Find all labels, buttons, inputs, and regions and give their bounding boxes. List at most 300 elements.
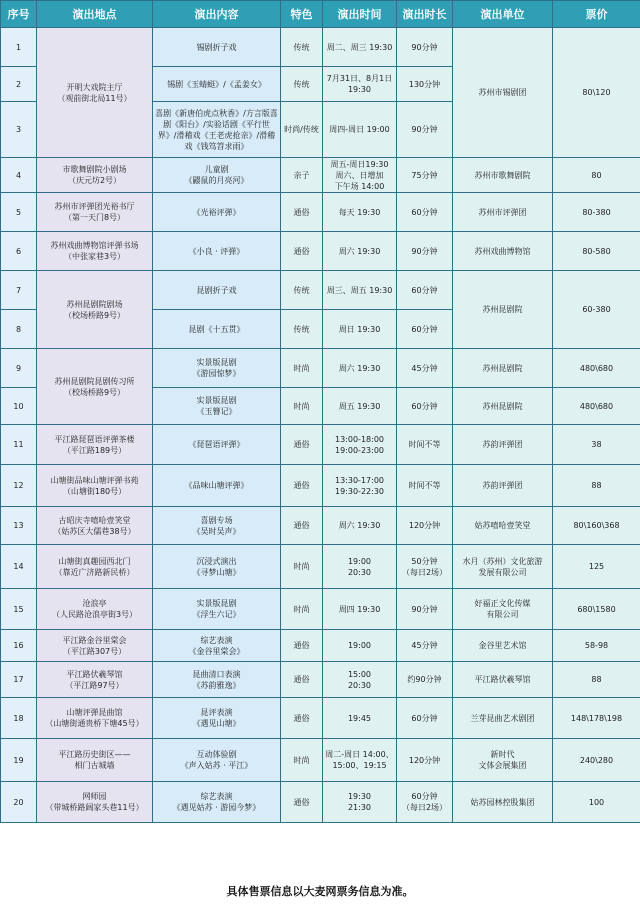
cell-text: 综艺表演 《遇见姑苏 · 游园今梦》 — [172, 792, 261, 812]
cell-text: 90分钟 — [411, 246, 438, 256]
table-row — [1, 739, 640, 782]
cell-id — [1, 425, 37, 465]
cell-time — [323, 465, 397, 507]
cell-venue — [37, 158, 153, 193]
cell-text: 兰芽昆曲艺术剧团 — [470, 713, 535, 723]
cell-text: 9 — [15, 363, 22, 373]
cell-text: 90分钟 — [411, 125, 438, 134]
cell-duration — [397, 465, 453, 507]
cell-content — [153, 739, 281, 782]
cell-text: 水月（苏州）文化旅游 发展有限公司 — [462, 556, 543, 577]
cell-venue — [37, 349, 153, 425]
cell-price — [553, 271, 640, 349]
cell-time — [323, 545, 397, 589]
cell-id — [1, 28, 37, 67]
cell-content — [153, 465, 281, 507]
cell-genre — [281, 507, 323, 545]
cell-time — [323, 589, 397, 630]
cell-text: 新时代 文体会展集团 — [478, 750, 527, 770]
cell-text: 时尚 — [293, 363, 310, 373]
cell-content — [153, 67, 281, 102]
cell-text: 锡剧《玉蜻蜓》/《孟姜女》 — [167, 79, 266, 89]
table-row — [1, 662, 640, 698]
cell-text: 苏州昆剧院 — [482, 305, 523, 314]
cell-venue — [37, 662, 153, 698]
cell-id — [1, 310, 37, 349]
header-price: 票价 — [553, 1, 640, 28]
cell-text: 周五-周日19:30 周六、日增加 下午场 14:00 — [330, 159, 389, 191]
cell-content — [153, 782, 281, 823]
cell-content — [153, 102, 281, 158]
cell-text: 时尚/传统 — [284, 125, 319, 134]
cell-text: 120分钟 — [408, 755, 441, 765]
cell-genre — [281, 310, 323, 349]
cell-id — [1, 698, 37, 739]
cell-text: 苏州戏曲博物馆 — [474, 246, 531, 256]
header-index: 序号 — [1, 1, 37, 28]
cell-text: 平江路历史街区—— 相门古城墙 — [58, 750, 131, 770]
cell-genre — [281, 739, 323, 782]
cell-text: 通俗 — [293, 521, 310, 530]
cell-duration — [397, 28, 453, 67]
cell-content — [153, 425, 281, 465]
cell-price — [553, 193, 640, 232]
cell-text: 58-98 — [584, 641, 609, 650]
cell-text: 古昭庆寺嘻哈壹笑堂 （姑苏区大儒巷38号） — [53, 515, 136, 536]
cell-duration — [397, 507, 453, 545]
cell-text: 18 — [13, 713, 24, 723]
cell-text: 75分钟 — [411, 170, 438, 180]
cell-id — [1, 67, 37, 102]
cell-text: 苏州市歌舞剧院 — [474, 170, 531, 180]
cell-content — [153, 698, 281, 739]
cell-content — [153, 545, 281, 589]
cell-genre — [281, 698, 323, 739]
cell-time — [323, 349, 397, 388]
cell-text: 11 — [13, 440, 24, 449]
cell-venue — [37, 271, 153, 349]
cell-id — [1, 193, 37, 232]
cell-genre — [281, 589, 323, 630]
cell-text: 60分钟 — [411, 324, 438, 334]
cell-venue — [37, 782, 153, 823]
cell-text: 7 — [15, 285, 22, 295]
cell-duration — [397, 545, 453, 589]
cell-text: 周六 19:30 — [338, 246, 381, 256]
cell-time — [323, 193, 397, 232]
cell-time — [323, 630, 397, 662]
cell-content — [153, 193, 281, 232]
cell-text: 125 — [588, 562, 605, 571]
footer-note: 具体售票信息以大麦网票务信息为准。 — [226, 885, 414, 898]
cell-price — [553, 739, 640, 782]
cell-text: 3 — [15, 125, 22, 134]
cell-text: 通俗 — [293, 797, 310, 807]
cell-venue — [37, 232, 153, 271]
cell-duration — [397, 67, 453, 102]
cell-id — [1, 102, 37, 158]
cell-time — [323, 425, 397, 465]
cell-price — [553, 28, 640, 158]
cell-text: 传统 — [293, 285, 310, 295]
cell-text: 8 — [15, 324, 22, 334]
cell-price — [553, 232, 640, 271]
cell-text: 周日 19:30 — [338, 324, 381, 334]
cell-text: 周四-周日 19:00 — [329, 125, 390, 134]
cell-text: 苏州市锡剧团 — [478, 88, 527, 97]
cell-text: 1 — [15, 42, 22, 52]
cell-content — [153, 349, 281, 388]
cell-text: 80-580 — [582, 246, 611, 256]
cell-text: 19:00 — [347, 641, 372, 650]
cell-unit — [453, 782, 553, 823]
cell-id — [1, 158, 37, 193]
cell-id — [1, 507, 37, 545]
cell-text: 19:00 20:30 — [347, 556, 372, 577]
header-duration: 演出时长 — [397, 1, 453, 28]
cell-text: 45分钟 — [411, 363, 438, 373]
cell-text: 周三、周五 19:30 — [326, 285, 393, 295]
cell-text: 480\680 — [579, 401, 614, 411]
cell-text: 实景版昆剧 《浮生六记》 — [192, 599, 241, 619]
cell-text: 综艺表演 《金谷里棠会》 — [188, 635, 245, 656]
cell-text: 喜剧《新唐伯虎点秋香》/方言版喜剧《阳台》/实验话剧《平行世界》/滑稽戏《王老虎抢亲》/滑稽戏《钱笃笤求雨》 — [155, 108, 278, 151]
cell-text: 姑苏园林控股集团 — [470, 797, 535, 807]
cell-price — [553, 465, 640, 507]
cell-id — [1, 739, 37, 782]
cell-text: 沧浪亭 （人民路沧浪亭街3号） — [51, 599, 138, 619]
cell-text: 6 — [15, 246, 22, 256]
cell-genre — [281, 102, 323, 158]
cell-text: 15 — [13, 604, 24, 614]
cell-venue — [37, 545, 153, 589]
cell-time — [323, 662, 397, 698]
cell-duration — [397, 349, 453, 388]
cell-content — [153, 158, 281, 193]
table-row — [1, 465, 640, 507]
cell-text: 锡剧折子戏 — [196, 42, 237, 52]
cell-price — [553, 782, 640, 823]
cell-text: 19 — [13, 755, 24, 765]
cell-unit — [453, 630, 553, 662]
header-row — [1, 1, 640, 28]
cell-text: 昆剧折子戏 — [196, 285, 237, 295]
cell-content — [153, 28, 281, 67]
cell-venue — [37, 507, 153, 545]
cell-duration — [397, 425, 453, 465]
cell-text: 亲子 — [293, 170, 310, 180]
cell-duration — [397, 310, 453, 349]
cell-text: 昆评表演 《遇见山塘》 — [192, 708, 241, 728]
cell-venue — [37, 465, 153, 507]
cell-text: 90分钟 — [411, 604, 438, 614]
cell-duration — [397, 193, 453, 232]
cell-text: 19:45 — [347, 713, 372, 723]
cell-text: 苏州昆剧院昆剧传习所 （校场桥路9号） — [54, 376, 135, 397]
cell-id — [1, 630, 37, 662]
cell-text: 《小良 · 评弹》 — [188, 246, 245, 256]
cell-text: 时尚 — [293, 604, 310, 614]
cell-text: 10 — [13, 401, 24, 411]
cell-text: 80\160\368 — [573, 521, 620, 530]
cell-venue — [37, 739, 153, 782]
cell-text: 120分钟 — [408, 521, 441, 530]
header-time: 演出时间 — [323, 1, 397, 28]
cell-text: 80\120 — [582, 88, 611, 97]
table-row — [1, 271, 640, 310]
cell-duration — [397, 782, 453, 823]
cell-duration — [397, 271, 453, 310]
cell-content — [153, 310, 281, 349]
cell-text: 时尚 — [293, 401, 310, 411]
cell-text: 680\1580 — [577, 604, 616, 614]
cell-price — [553, 545, 640, 589]
cell-text: 周二、周三 19:30 — [326, 42, 393, 52]
cell-text: 周五 19:30 — [338, 401, 381, 411]
cell-text: 时尚 — [293, 562, 310, 571]
cell-price — [553, 662, 640, 698]
cell-text: 13:00-18:00 19:00-23:00 — [335, 434, 384, 455]
cell-id — [1, 782, 37, 823]
cell-price — [553, 698, 640, 739]
cell-venue — [37, 425, 153, 465]
cell-text: 50分钟 （每日2场） — [401, 556, 448, 577]
cell-text: 苏州昆剧院剧场 （校场桥路9号） — [63, 299, 126, 320]
cell-time — [323, 232, 397, 271]
cell-genre — [281, 782, 323, 823]
cell-time — [323, 698, 397, 739]
cell-time — [323, 102, 397, 158]
cell-time — [323, 67, 397, 102]
cell-text: 金谷里艺术馆 — [478, 641, 527, 650]
cell-text: 480\680 — [579, 363, 614, 373]
cell-genre — [281, 545, 323, 589]
table-row — [1, 232, 640, 271]
cell-price — [553, 158, 640, 193]
cell-duration — [397, 232, 453, 271]
cell-genre — [281, 67, 323, 102]
cell-text: 时间不等 — [408, 481, 441, 490]
cell-genre — [281, 193, 323, 232]
cell-text: 时间不等 — [408, 440, 441, 449]
cell-price — [553, 349, 640, 388]
cell-text: 昆曲清口表演 《苏韵雅逸》 — [192, 669, 241, 690]
cell-text: 平江路琵琶语评弹茶楼 （平江路189号） — [54, 434, 135, 455]
cell-text: 苏韵评弹团 — [482, 440, 523, 449]
cell-text: 14 — [13, 562, 24, 571]
cell-text: 周二-周日 14:00、 15:00、19:15 — [325, 750, 394, 770]
cell-unit — [453, 698, 553, 739]
cell-unit — [453, 507, 553, 545]
cell-content — [153, 630, 281, 662]
cell-genre — [281, 28, 323, 67]
cell-text: 《光裕评弹》 — [192, 207, 241, 217]
cell-duration — [397, 388, 453, 425]
cell-text: 平江路金谷里棠会 （平江路307号） — [62, 635, 127, 656]
cell-genre — [281, 630, 323, 662]
cell-id — [1, 388, 37, 425]
cell-text: 传统 — [293, 324, 310, 334]
cell-text: 80-380 — [582, 207, 611, 217]
cell-time — [323, 739, 397, 782]
cell-text: 38 — [591, 440, 602, 449]
cell-genre — [281, 425, 323, 465]
cell-text: 开明大戏院主厅 （观前街北局11号） — [57, 82, 132, 103]
cell-unit — [453, 232, 553, 271]
cell-text: 100 — [588, 797, 605, 807]
cell-genre — [281, 271, 323, 310]
cell-text: 互动体验剧 《声入姑苏 · 平江》 — [180, 750, 253, 770]
cell-text: 每天 19:30 — [338, 207, 381, 217]
cell-text: 通俗 — [293, 207, 310, 217]
cell-text: 通俗 — [293, 641, 310, 650]
cell-text: 通俗 — [293, 246, 310, 256]
cell-unit — [453, 349, 553, 388]
cell-text: 周六 19:30 — [338, 363, 381, 373]
cell-venue — [37, 28, 153, 158]
cell-genre — [281, 388, 323, 425]
cell-id — [1, 662, 37, 698]
cell-text: 4 — [15, 170, 22, 180]
cell-time — [323, 271, 397, 310]
cell-unit — [453, 739, 553, 782]
cell-time — [323, 158, 397, 193]
cell-text: 儿童剧 《鼹鼠的月亮河》 — [184, 165, 249, 185]
header-unit: 演出单位 — [453, 1, 553, 28]
table-row — [1, 507, 640, 545]
cell-text: 15:00 20:30 — [347, 669, 372, 690]
cell-id — [1, 349, 37, 388]
cell-id — [1, 465, 37, 507]
cell-venue — [37, 630, 153, 662]
table-row — [1, 545, 640, 589]
header-genre: 特色 — [281, 1, 323, 28]
cell-duration — [397, 158, 453, 193]
cell-unit — [453, 465, 553, 507]
cell-text: 60分钟 — [411, 401, 438, 411]
table-row — [1, 630, 640, 662]
cell-unit — [453, 388, 553, 425]
cell-text: 周六 19:30 — [338, 521, 381, 530]
schedule-body — [1, 28, 640, 823]
cell-text: 148\178\198 — [570, 713, 623, 723]
table-row — [1, 698, 640, 739]
cell-text: 苏州昆剧院 — [482, 363, 523, 373]
cell-content — [153, 507, 281, 545]
cell-content — [153, 232, 281, 271]
header-content: 演出内容 — [153, 1, 281, 28]
cell-text: 昆剧《十五贯》 — [188, 324, 245, 334]
cell-price — [553, 388, 640, 425]
cell-text: 60-380 — [582, 305, 611, 314]
cell-text: 好福正文化传媒 有限公司 — [474, 599, 531, 619]
cell-text: 20 — [13, 797, 24, 807]
cell-text: 山塘评弹昆曲馆 （山塘街通贵桥下塘45号） — [45, 708, 144, 728]
cell-genre — [281, 158, 323, 193]
cell-text: 60分钟 — [411, 285, 438, 295]
cell-text: 平江路伏羲琴馆 — [474, 675, 531, 684]
table-row — [1, 425, 640, 465]
cell-text: 山塘街真趣园西北门 （靠近广济路新民桥） — [54, 556, 135, 577]
cell-text: 88 — [591, 675, 602, 684]
cell-text: 通俗 — [293, 481, 310, 490]
cell-text: 实景版昆剧 《玉簪记》 — [196, 396, 237, 416]
cell-text: 13:30-17:00 19:30-22:30 — [335, 475, 384, 496]
cell-time — [323, 28, 397, 67]
table-row — [1, 589, 640, 630]
cell-text: 17 — [13, 675, 24, 684]
cell-time — [323, 507, 397, 545]
cell-duration — [397, 589, 453, 630]
cell-text: 苏州市评弹团 — [478, 207, 527, 217]
cell-text: 240\280 — [579, 755, 614, 765]
cell-text: 130分钟 — [408, 79, 441, 89]
cell-text: 2 — [15, 79, 22, 89]
cell-duration — [397, 102, 453, 158]
cell-text: 60分钟 — [411, 207, 438, 217]
cell-genre — [281, 232, 323, 271]
cell-text: 7月31日、8月1日 19:30 — [326, 74, 393, 94]
cell-text: 周四 19:30 — [338, 604, 381, 614]
cell-text: 姑苏嘻哈壹笑堂 — [474, 521, 531, 530]
cell-text: 通俗 — [293, 713, 310, 723]
cell-id — [1, 545, 37, 589]
cell-text: 60分钟 （每日2场） — [401, 792, 448, 812]
cell-time — [323, 388, 397, 425]
table-row — [1, 193, 640, 232]
cell-venue — [37, 193, 153, 232]
cell-text: 网师园 （带城桥路阔家头巷11号） — [45, 792, 144, 812]
cell-price — [553, 589, 640, 630]
cell-time — [323, 310, 397, 349]
cell-duration — [397, 698, 453, 739]
cell-text: 市歌舞剧院小剧场 （庆元坊2号） — [62, 165, 127, 185]
cell-text: 13 — [13, 521, 24, 530]
cell-text: 沉浸式演出 《寻梦山塘》 — [192, 556, 241, 577]
cell-text: 19:30 21:30 — [347, 792, 372, 812]
header-venue: 演出地点 — [37, 1, 153, 28]
cell-text: 喜剧专场 《吴时吴声》 — [192, 515, 241, 536]
cell-content — [153, 271, 281, 310]
table-row — [1, 28, 640, 67]
cell-price — [553, 507, 640, 545]
cell-text: 88 — [591, 481, 602, 490]
cell-text: 90分钟 — [411, 42, 438, 52]
cell-id — [1, 271, 37, 310]
cell-genre — [281, 662, 323, 698]
cell-text: 45分钟 — [411, 641, 438, 650]
table-row — [1, 349, 640, 388]
cell-genre — [281, 465, 323, 507]
cell-unit — [453, 271, 553, 349]
cell-text: 60分钟 — [411, 713, 438, 723]
cell-text: 苏州昆剧院 — [482, 401, 523, 411]
cell-venue — [37, 698, 153, 739]
cell-text: 《品味山塘评弹》 — [184, 481, 249, 490]
table-row — [1, 158, 640, 193]
cell-content — [153, 662, 281, 698]
cell-unit — [453, 28, 553, 158]
cell-text: 苏州戏曲博物馆评弹书场 （中张家巷3号） — [50, 241, 139, 261]
cell-text: 《琵琶语评弹》 — [188, 440, 245, 449]
cell-unit — [453, 193, 553, 232]
cell-venue — [37, 589, 153, 630]
cell-text: 通俗 — [293, 440, 310, 449]
cell-unit — [453, 545, 553, 589]
cell-text: 约90分钟 — [407, 675, 442, 684]
cell-content — [153, 388, 281, 425]
cell-text: 时尚 — [293, 755, 310, 765]
